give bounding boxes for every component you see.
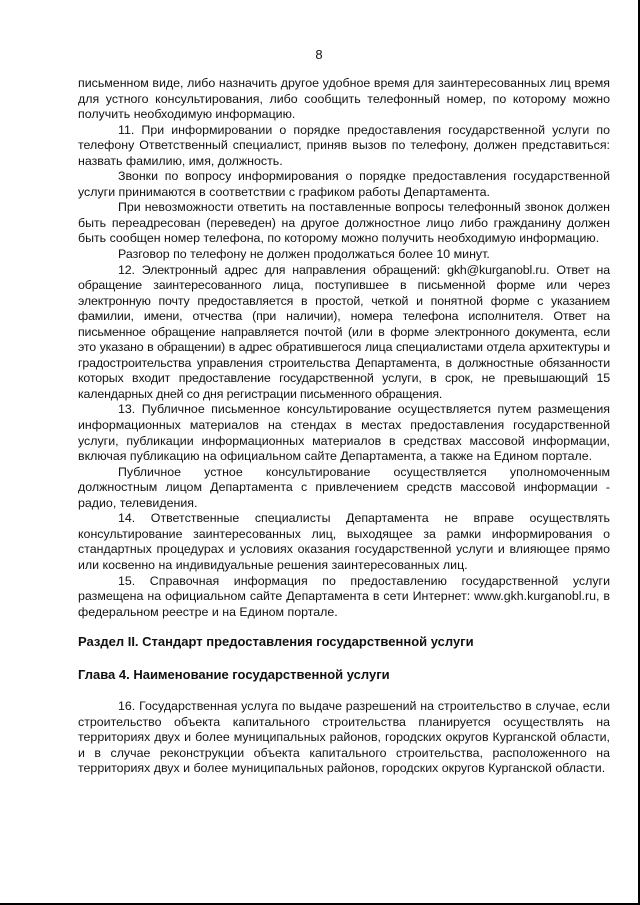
paragraph-11: 11. При информировании о порядке предоставления государственной услуги по телефону Ответственный специалист, приняв вызов по телефону, должен представиться: назвать фамилию, имя, должность. [78,122,610,168]
paragraph-continuation: письменном виде, либо назначить другое удобное время для заинтересованных лиц время для устного консультирования, либо сообщить телефонный номер, по которому можно получить необходимую информацию. [78,76,610,122]
section-heading: Раздел II. Стандарт предоставления государственной услуги [78,634,474,650]
paragraph-12: 12. Электронный адрес для направления обращений: gkh@kurganobl.ru. Ответ на обращение заинтересованного лица, поступившее в письменной форме или через электронную почту предоставляется в простой, четкой и понятной форме с указанием фамилии, имени, отчества (при наличии), номера телефона исполнителя. Ответ на письменное обращение направляется почтой (или в форме электронного документа, если это указано в обращении) в адрес обратившегося лица специалистами отдела архитектуры и градостроительства управления строительства Департамента, в должностные обязанности которых входит предоставление государственной услуги, в срок, не превышающий 15 календарных дней со дня регистрации письменного обращения. [78,262,610,401]
page-number: 8 [315,47,323,62]
paragraph-duration: Разговор по телефону не должен продолжаться более 10 минут. [118,247,490,262]
paragraph-redirect: При невозможности ответить на поставленные вопросы телефонный звонок должен быть переадресован (переведен) на другое должностное лицо либо гражданину должен быть сообщен номер телефона, по которому можно получить необходимую информацию. [78,200,610,246]
paragraph-16: 16. Государственная услуга по выдаче разрешений на строительство в случае, если строительство объекта капитального строительства планируется осуществлять на территориях двух и более муниципальных районов, городских округов Курганской области, и в случае реконструкции объекта капитального строительства, расположенного на территориях двух и более муниципальных районов, городских округов Курганской области. [78,699,610,776]
paragraph-calls: Звонки по вопросу информирования о порядке предоставления государственной услуги принимаются в соответствии с графиком работы Департамента. [78,169,610,199]
paragraph-15: 15. Справочная информация по предоставлению государственной услуги размещена на официальном сайте Департамента в сети Интернет: www.gkh.kurganobl.ru, в федеральном реестре и на Едином портале. [78,573,610,619]
chapter-heading: Глава 4. Наименование государственной услуги [78,666,390,682]
document-body [78,76,610,777]
paragraph-14: 14. Ответственные специалисты Департамента не вправе осуществлять консультирование заинтересованных лиц, выходящее за рамки информирования о стандартных процедурах и условиях оказания государственной услуги и влияющее прямо или косвенно на индивидуальные решения заинтересованных лиц. [78,511,610,572]
paragraph-13: 13. Публичное письменное консультирование осуществляется путем размещения информационных материалов на стендах в местах предоставления государственной услуги, публикации информационных материалов в средствах массовой информации, включая публикацию на официальном сайте Департамента, а также на Едином портале. [78,402,610,464]
paragraph-public-oral: Публичное устное консультирование осуществляется уполномоченным должностным лицом Департамента с привлечением средств массовой информации - радио, телевидения. [78,464,610,510]
